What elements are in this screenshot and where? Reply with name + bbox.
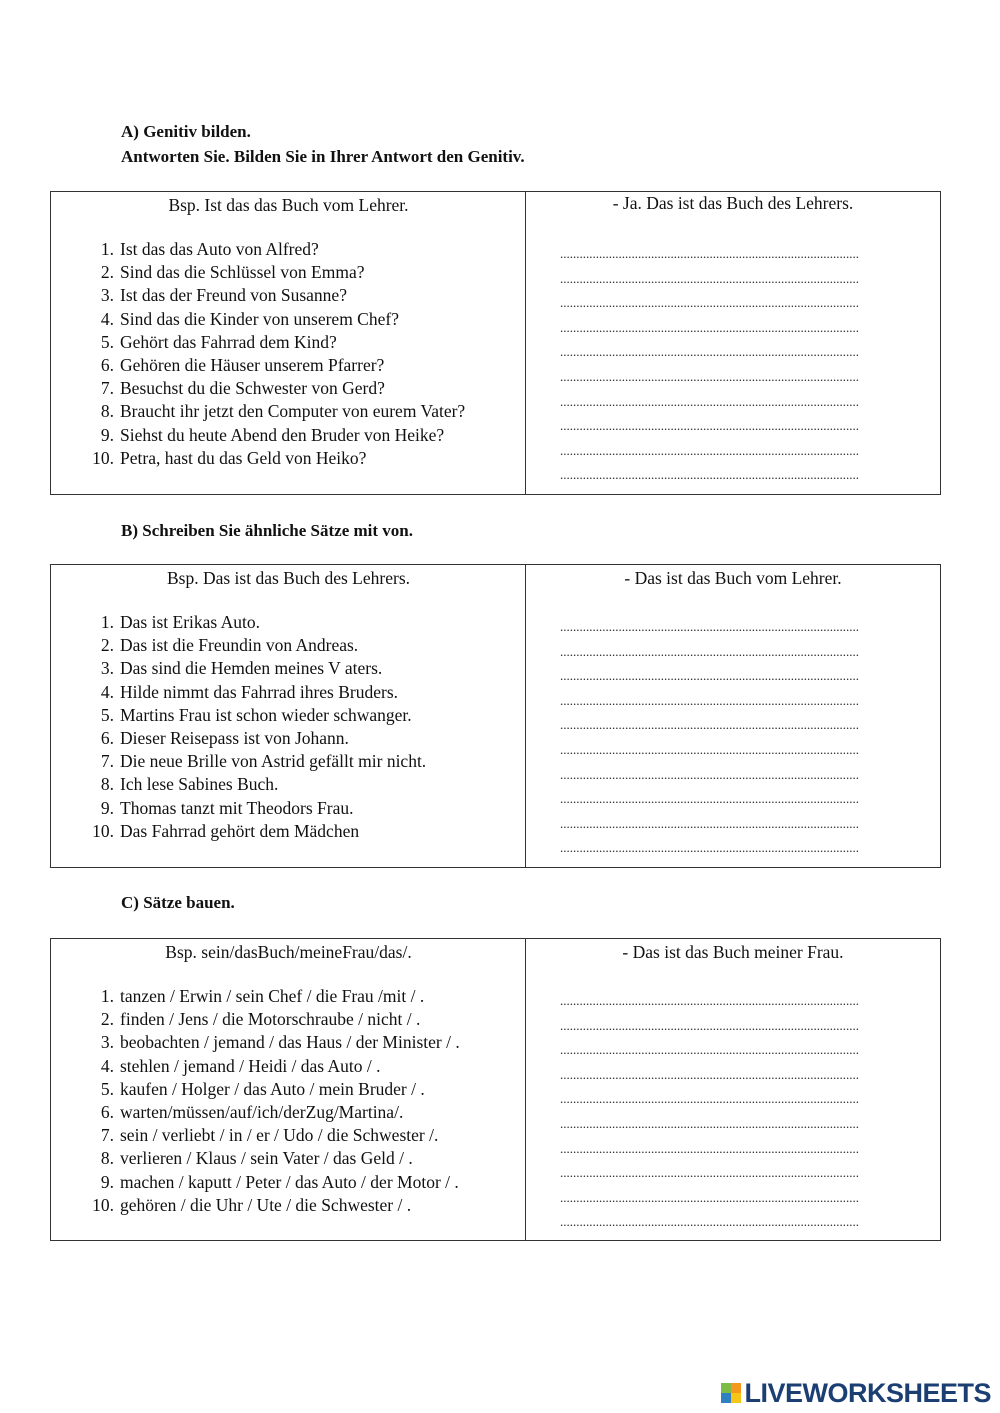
answer-line[interactable]: ............................................................................................	[560, 643, 859, 659]
item-text: Das ist die Freundin von Andreas.	[120, 635, 359, 656]
liveworksheets-logo	[721, 1378, 991, 1408]
item-text: Hilde nimmt das Fahrrad ihres Bruders.	[120, 681, 399, 702]
item-text: verlieren / Klaus / sein Vater / das Geld / .	[120, 1148, 413, 1169]
answer-line[interactable]: ............................................................................................	[560, 246, 859, 261]
answers-column-a	[526, 192, 940, 494]
item-text: Gehören die Häuser unserem Pfarrer?	[120, 355, 385, 376]
exercise-table-b	[50, 564, 941, 868]
item-number: 10.	[92, 447, 114, 468]
answer-line[interactable]: ............................................................................................	[560, 1042, 859, 1058]
questions-column-c	[51, 939, 526, 1240]
list-item	[51, 773, 426, 796]
section-b-title: B) Schreiben Sie ähnliche Sätze mit von.	[121, 521, 413, 540]
item-number: 1.	[100, 986, 114, 1006]
section-a-instruction: Antworten Sie. Bilden Sie in Ihrer Antwort den Genitiv.	[121, 147, 525, 166]
item-number: 8.	[100, 774, 114, 795]
list-item	[51, 820, 426, 843]
item-text: stehlen / jemand / Heidi / das Auto / .	[120, 1055, 381, 1076]
list-item	[51, 611, 426, 634]
item-text: Die neue Brille von Astrid gefällt mir nicht.	[120, 751, 427, 772]
list-item	[51, 1031, 460, 1054]
answer-lines-b	[560, 615, 908, 861]
example-answer-b: - Das ist das Buch vom Lehrer.	[624, 568, 842, 588]
question-list-c	[51, 985, 460, 1217]
answer-line[interactable]: ............................................................................................	[560, 1115, 859, 1131]
answer-line[interactable]: ............................................................................................	[560, 766, 859, 782]
example-question-a: Bsp. Ist das das Buch vom Lehrer.	[168, 195, 409, 215]
item-text: Das sind die Hemden meines V aters.	[120, 658, 383, 679]
answer-line[interactable]: ............................................................................................	[560, 840, 859, 856]
list-item	[51, 634, 426, 657]
item-number: 3.	[100, 285, 114, 306]
item-text: Thomas tanzt mit Theodors Frau.	[120, 797, 354, 818]
questions-column-a	[51, 192, 526, 494]
item-number: 3.	[100, 1032, 114, 1053]
item-number: 7.	[100, 378, 114, 399]
item-text: kaufen / Holger / das Auto / mein Bruder / .	[120, 1078, 425, 1099]
item-text: tanzen / Erwin / sein Chef / die Frau /mit / .	[120, 986, 425, 1006]
list-item	[51, 1147, 460, 1170]
liveworksheets-logo-icon	[721, 1383, 741, 1403]
item-number: 9.	[100, 424, 114, 445]
question-list-a	[51, 238, 465, 470]
list-item	[51, 400, 465, 423]
item-number: 6.	[100, 355, 114, 376]
list-item	[51, 1124, 460, 1147]
example-question-b: Bsp. Das ist das Buch des Lehrers.	[166, 568, 411, 588]
answer-line[interactable]: ............................................................................................	[560, 1017, 859, 1033]
item-text: Braucht ihr jetzt den Computer von eurem Vater?	[120, 401, 466, 422]
answer-line[interactable]: ............................................................................................	[560, 467, 859, 483]
item-number: 10.	[92, 1194, 114, 1215]
item-number: 7.	[100, 751, 114, 772]
item-number: 5.	[100, 1078, 114, 1099]
list-item	[51, 681, 426, 704]
answer-line[interactable]: ............................................................................................	[560, 741, 859, 757]
answer-line[interactable]: ............................................................................................	[560, 344, 859, 360]
answer-line[interactable]: ............................................................................................	[560, 319, 859, 335]
list-item	[51, 261, 465, 284]
answer-line[interactable]: ............................................................................................	[560, 1140, 859, 1156]
item-text: Siehst du heute Abend den Bruder von Heike?	[120, 424, 445, 445]
list-item	[51, 284, 465, 307]
item-text: Dieser Reisepass ist von Johann.	[120, 728, 349, 749]
item-text: sein / verliebt / in / er / Udo / die Schwester /.	[120, 1125, 439, 1146]
item-number: 9.	[100, 1171, 114, 1192]
item-text: Gehört das Fahrrad dem Kind?	[120, 331, 337, 352]
example-answer-a: - Ja. Das ist das Buch des Lehrers.	[612, 193, 854, 213]
item-text: Ist das das Auto von Alfred?	[120, 239, 319, 259]
answer-line[interactable]: ............................................................................................	[560, 393, 859, 409]
list-item	[51, 750, 426, 773]
item-number: 3.	[100, 658, 114, 679]
item-number: 2.	[100, 262, 114, 283]
item-text: Besuchst du die Schwester von Gerd?	[120, 378, 385, 399]
list-item	[51, 727, 426, 750]
list-item	[51, 704, 426, 727]
list-item	[51, 985, 460, 1008]
list-item	[51, 331, 465, 354]
list-item	[51, 1101, 460, 1124]
exercise-table-a	[50, 191, 941, 495]
answer-line[interactable]: ............................................................................................	[560, 1066, 859, 1082]
list-item	[51, 1171, 460, 1194]
answer-line[interactable]: ............................................................................................	[560, 717, 859, 733]
answer-line[interactable]: ............................................................................................	[560, 1091, 859, 1107]
item-number: 2.	[100, 1009, 114, 1030]
answer-line[interactable]: ............................................................................................	[560, 815, 859, 831]
item-text: gehören / die Uhr / Ute / die Schwester / .	[120, 1194, 412, 1215]
example-answer-c: - Das ist das Buch meiner Frau.	[622, 942, 844, 962]
list-item	[51, 797, 426, 820]
answers-column-b	[526, 565, 940, 867]
answer-line[interactable]: ............................................................................................	[560, 692, 859, 708]
item-text: Sind das die Kinder von unserem Chef?	[120, 308, 399, 329]
list-item	[51, 1008, 460, 1031]
item-text: Das Fahrrad gehört dem Mädchen	[120, 820, 360, 841]
answer-line[interactable]: ............................................................................................	[560, 295, 859, 311]
questions-column-b	[51, 565, 526, 867]
list-item	[51, 657, 426, 680]
item-number: 4.	[100, 681, 114, 702]
list-item	[51, 1078, 460, 1101]
answer-line[interactable]: ............................................................................................	[560, 993, 859, 1008]
answer-line[interactable]: ............................................................................................	[560, 418, 859, 434]
list-item	[51, 377, 465, 400]
item-text: Sind das die Schlüssel von Emma?	[120, 262, 365, 283]
item-number: 1.	[100, 239, 114, 259]
item-number: 8.	[100, 1148, 114, 1169]
answers-column-c	[526, 939, 940, 1240]
list-item	[51, 447, 465, 470]
list-item	[51, 424, 465, 447]
item-number: 7.	[100, 1125, 114, 1146]
answer-line[interactable]: ............................................................................................	[560, 368, 859, 384]
item-number: 2.	[100, 635, 114, 656]
answer-line[interactable]: ............................................................................................	[560, 1165, 859, 1181]
list-item	[51, 354, 465, 377]
answer-line[interactable]: ............................................................................................	[560, 668, 859, 684]
list-item	[51, 1194, 460, 1217]
item-text: finden / Jens / die Motorschraube / nicht / .	[120, 1009, 421, 1030]
answer-line[interactable]: ............................................................................................	[560, 619, 859, 634]
liveworksheets-logo-text: LIVEWORKSHEETS	[744, 1377, 991, 1408]
answer-line[interactable]: ............................................................................................	[560, 1189, 859, 1205]
answer-line[interactable]: ............................................................................................	[560, 442, 859, 458]
item-number: 9.	[100, 797, 114, 818]
answer-lines-c	[560, 989, 908, 1235]
list-item	[51, 238, 465, 261]
item-number: 6.	[100, 728, 114, 749]
item-text: Das ist Erikas Auto.	[120, 612, 260, 632]
answer-line[interactable]: ............................................................................................	[560, 1214, 859, 1230]
item-text: beobachten / jemand / das Haus / der Minister / .	[120, 1032, 460, 1053]
item-number: 5.	[100, 331, 114, 352]
item-text: Ich lese Sabines Buch.	[120, 774, 279, 795]
answer-line[interactable]: ............................................................................................	[560, 270, 859, 286]
item-number: 10.	[92, 820, 114, 841]
list-item	[51, 308, 465, 331]
list-item	[51, 1055, 460, 1078]
exercise-table-c	[50, 938, 941, 1241]
example-question-c: Bsp. sein/dasBuch/meineFrau/das/.	[165, 942, 412, 962]
item-number: 4.	[100, 1055, 114, 1076]
item-text: Ist das der Freund von Susanne?	[120, 285, 347, 306]
item-number: 6.	[100, 1102, 114, 1123]
question-list-b	[51, 611, 426, 843]
item-text: machen / kaputt / Peter / das Auto / der Motor / .	[120, 1171, 459, 1192]
section-a-title: A) Genitiv bilden.	[121, 122, 251, 141]
answer-line[interactable]: ............................................................................................	[560, 791, 859, 807]
item-text: warten/müssen/auf/ich/derZug/Martina/.	[120, 1102, 404, 1123]
item-text: Martins Frau ist schon wieder schwanger.	[120, 704, 412, 725]
item-number: 4.	[100, 308, 114, 329]
item-number: 8.	[100, 401, 114, 422]
item-number: 5.	[100, 704, 114, 725]
item-text: Petra, hast du das Geld von Heiko?	[120, 447, 367, 468]
item-number: 1.	[100, 612, 114, 632]
section-c-title: C) Sätze bauen.	[121, 893, 235, 912]
answer-lines-a	[560, 242, 908, 488]
